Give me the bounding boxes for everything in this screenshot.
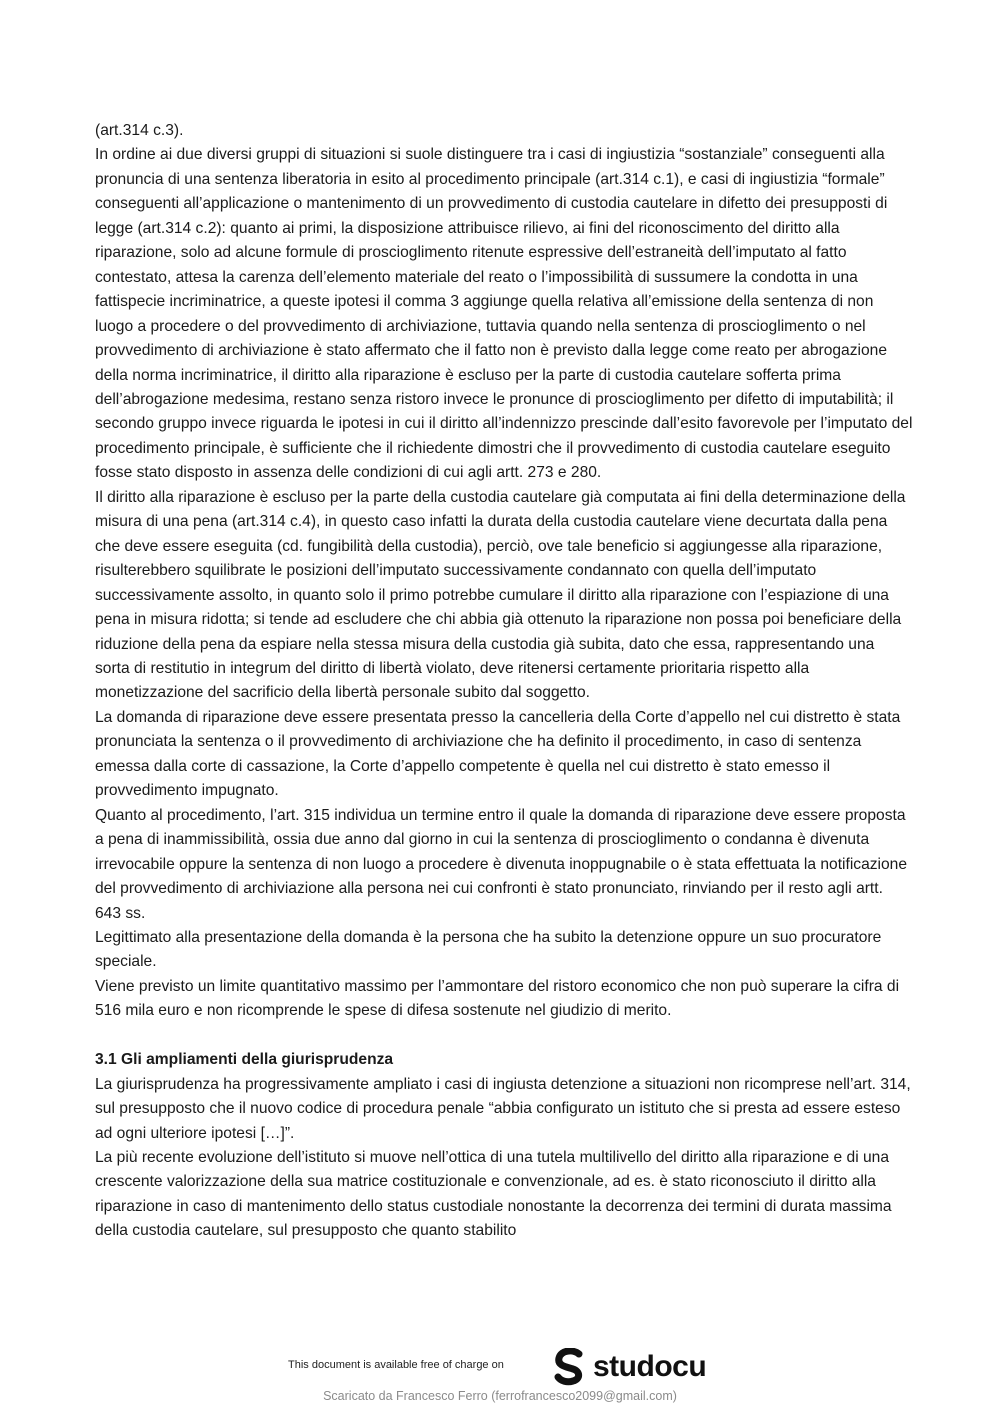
paragraph: La domanda di riparazione deve essere presentata presso la cancelleria della Corte d’appello nel cui distretto è stata pronunciata la sentenza o il provvedimento di archiviazione che ha definito il procedimento, in caso di sentenza emessa dalla corte di cassazione, la Corte d’appello competente è quella nel cui distretto è stato emesso il provvedimento impugnato. bbox=[95, 708, 901, 800]
section-spacer bbox=[95, 1024, 913, 1048]
paragraph: La giurisprudenza ha progressivamente ampliato i casi di ingiusta detenzione a situazioni non ricomprese nell’art. 314, sul presupposto che il nuovo codice di procedura penale “abbia configurato un istituto che si presta ad essere esteso ad ogni ulteriore ipotesi […]”. bbox=[95, 1075, 911, 1142]
document-body bbox=[95, 119, 913, 1244]
section-heading: 3.1 Gli ampliamenti della giurisprudenza bbox=[95, 1051, 394, 1069]
paragraph: Quanto al procedimento, l’art. 315 individua un termine entro il quale la domanda di riparazione deve essere proposta a pena di inammissibilità, ossia due anno dal giorno in cui la sentenza di proscioglimento o condanna è divenuta irrevocabile oppure la sentenza di non luogo a procedere è divenuta inoppugnabile o è stata effettuata la notificazione del provvedimento di archiviazione alla persona nei cui confronti è stato pronunciato, rinviando per il resto agli artt. 643 ss. bbox=[95, 806, 908, 922]
availability-text: This document is available free of charge on bbox=[288, 1359, 504, 1371]
studocu-logo-link[interactable] bbox=[553, 1347, 706, 1387]
studocu-footer bbox=[0, 1347, 1000, 1387]
paragraph: In ordine ai due diversi gruppi di situazioni si suole distinguere tra i casi di ingiustizia “sostanziale” conseguenti alla pronuncia di una sentenza liberatoria in esito al procedimento principale (art.314 c.1), e casi di ingiustizia “formale” conseguenti all’applicazione o mantenimento di un provvedimento di custodia cautelare in difetto dei presupposti di legge (art.314 c.2): quanto ai primi, la disposizione attribuisce rilievo, ai fini del riconoscimento del diritto alla riparazione, solo ad alcune formule di proscioglimento ritenute espressive dell’estraneità dell’imputato al fatto contestato, attesa la carenza dell’elemento materiale del reato o l’impossibilità di sussumere la condotta in una fattispecie incriminatrice, a queste ipotesi il comma 3 aggiunge quella relativa all’emissione della sentenza di non luogo a procedere o del provvedimento di archiviazione, tuttavia quando nella sentenza di proscioglimento o nel provvedimento di archiviazione è stato affermato che il fatto non è previsto dalla legge come reato per abrogazione della norma incriminatrice, il diritto alla riparazione è escluso per la parte di custodia cautelare sofferta prima dell’abrogazione medesima, restano senza ristoro invece le pronunce di proscioglimento per difetto di imputabilità; il secondo gruppo invece riguarda le ipotesi in cui il diritto all’indennizzo prescinde dall’esito favorevole per l’imputato del procedimento principale, è sufficiente che il richiedente dimostri che il provvedimento di custodia cautelare eseguito fosse stato disposto in assenza delle condizioni di cui agli artt. 273 e 280. bbox=[95, 146, 913, 482]
paragraph: Legittimato alla presentazione della domanda è la persona che ha subito la detenzione oppure un suo procuratore speciale. bbox=[95, 928, 882, 971]
paragraph: La più recente evoluzione dell’istituto si muove nell’ottica di una tutela multilivello del diritto alla riparazione e di una crescente valorizzazione della sua matrice costituzionale e convenzionale, ad es. è stato riconosciuto il diritto alla riparazione in caso di mantenimento dello status custodiale nonostante la decorrenza dei termini di durata massima della custodia cautelare, sul presupposto che quanto stabilito bbox=[95, 1149, 892, 1240]
download-note: Scaricato da Francesco Ferro (ferrofrancesco2099@gmail.com) bbox=[323, 1389, 677, 1403]
studocu-wordmark: studocu bbox=[593, 1350, 707, 1383]
paragraph: Viene previsto un limite quantitativo massimo per l’ammontare del ristoro economico che non può superare la cifra di 516 mila euro e non ricomprende le spese di difesa sostenute nel giudizio di merito. bbox=[95, 977, 900, 1020]
paragraph: Il diritto alla riparazione è escluso per la parte della custodia cautelare già computata ai fini della determinazione della misura di una pena (art.314 c.4), in questo caso infatti la durata della custodia cautelare viene decurtata dalla pena che deve essere eseguita (cd. fungibilità della custodia), perciò, ove tale beneficio si aggiungesse alla riparazione, risulterebbero squilibrate le posizioni dell’imputato successivamente condannato con quella dell’imputato successivamente assolto, in quanto solo il primo potrebbe cumulare il diritto alla riparazione con l’espiazione di una pena in misura ridotta; si tende ad escludere che chi abbia già ottenuto la riparazione non possa poi beneficiare della riduzione della pena da espiare nella stessa misura della custodia già subita, dato che essa, rappresentando una sorta di restitutio in integrum del diritto di libertà violato, deve ritenersi certamente prioritaria rispetto alla monetizzazione del sacrificio della libertà personale subito dal soggetto. bbox=[95, 488, 906, 702]
studocu-logo-icon bbox=[553, 1348, 587, 1386]
paragraph: (art.314 c.3). bbox=[95, 122, 184, 139]
